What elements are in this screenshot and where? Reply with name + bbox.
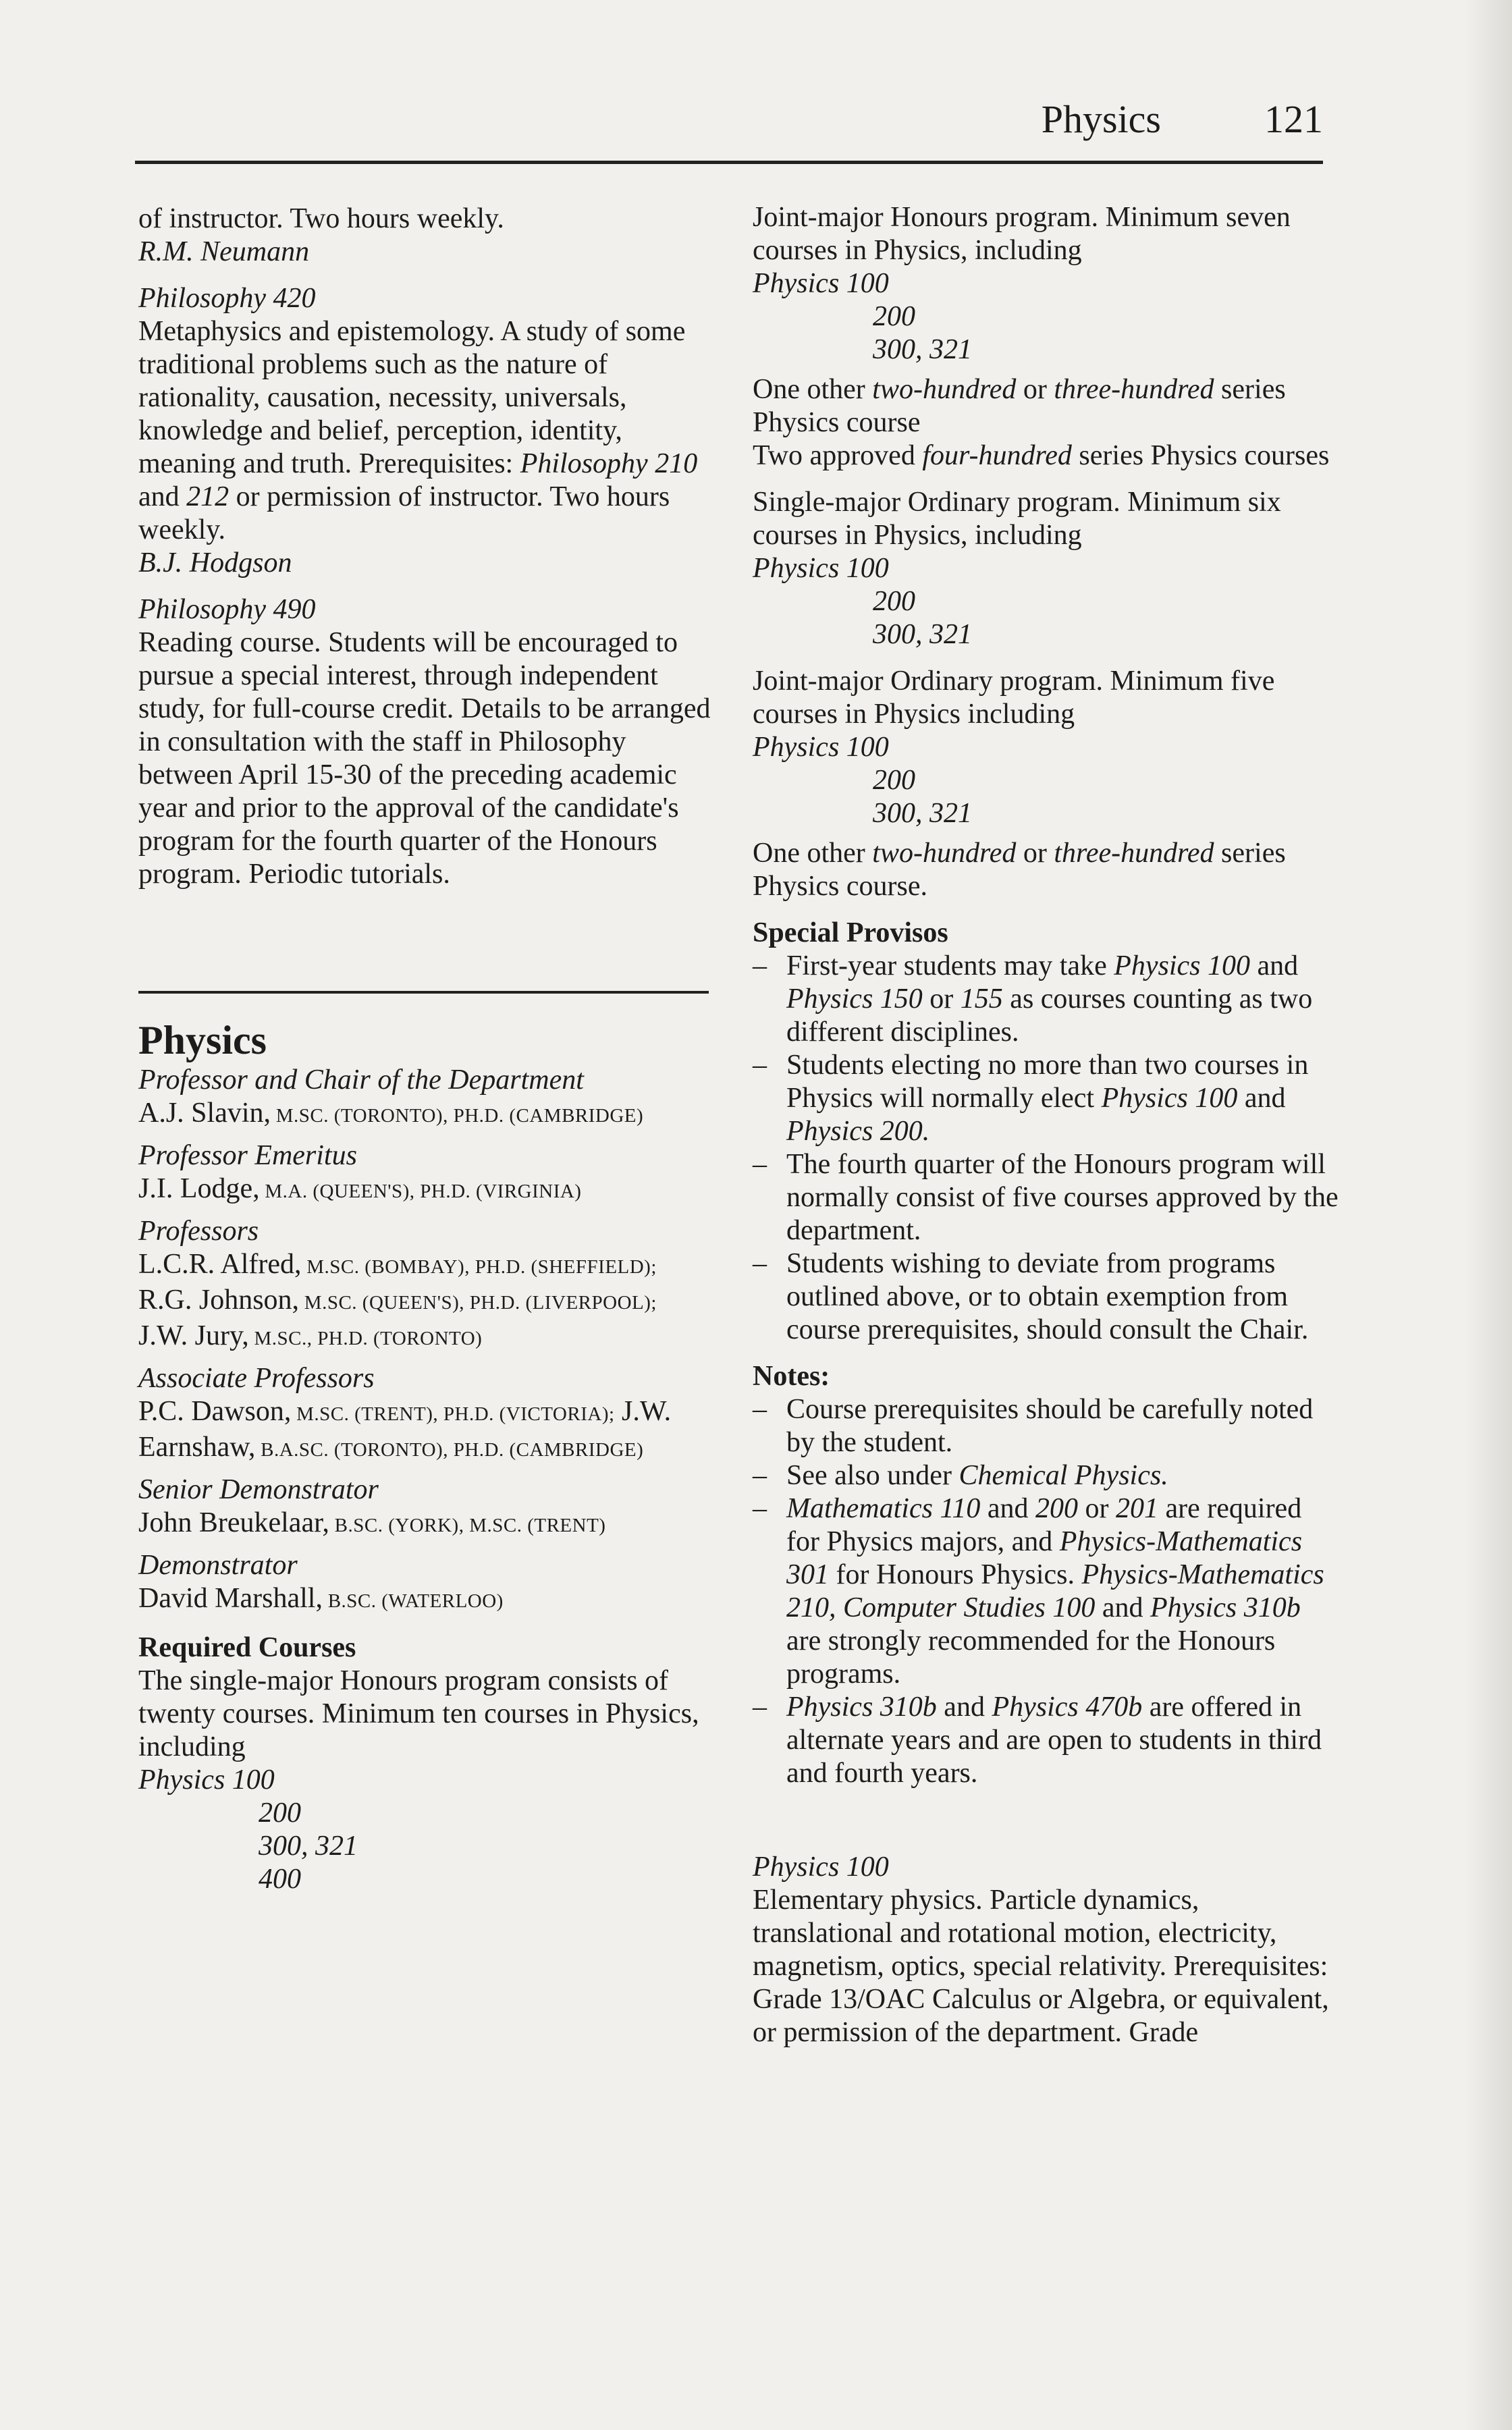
physics-100-title: Physics 100 [753,1852,889,1883]
philosophy-490-description: Reading course. Students will be encouraged to pursue a special interest, through independent study, for full-course credit. Details to be arranged in consultation with the staff in Philosophy between April 15-30 of the preceding academic year and prior to the approval of the candidate's program for the fourth quarter of the Honours program. Periodic tutorials. [138,627,711,890]
philosophy-420-author: B.J. Hodgson [138,547,292,578]
proviso-item: – The fourth quarter of the Honours program will normally consist of five courses approved by the department. [753,1149,1339,1246]
course-list-item: 300, 321 [873,798,972,829]
faculty-role: Professor and Chair of the Department [138,1064,584,1096]
page-number: 121 [1264,97,1323,141]
philosophy-420-title: Philosophy 420 [138,283,316,314]
faculty-entry: J.I. Lodge, M.A. (QUEEN'S), PH.D. (VIRGINIA) [138,1173,582,1204]
faculty-entry: A.J. Slavin, M.SC. (TORONTO), PH.D. (CAMBRIDGE) [138,1098,644,1129]
faculty-list [138,1064,712,1618]
intro-author: R.M. Neumann [138,236,310,267]
note-item: – Course prerequisites should be carefully noted by the student. [753,1394,1314,1458]
philosophy-420-description: Metaphysics and epistemology. A study of some traditional problems such as the nature of rationality, causation, necessity, universals, knowledge and belief, perception, identity, meaning and truth. Prerequisites: Philosophy 210 and 212 or permission of instructor. Two hours weekly. [138,316,698,545]
right-column [753,201,1340,2049]
special-provisos-heading: Special Provisos [753,917,948,948]
course-list-item: 300, 321 [873,334,972,365]
required-courses-heading: Required Courses [138,1632,356,1663]
notes-heading: Notes: [753,1361,830,1392]
joint-major-ordinary-text: Joint-major Ordinary program. Minimum five courses in Physics including [753,666,1275,730]
faculty-role: Professors [138,1216,259,1247]
note-item: – Physics 310b and Physics 470b are offered in alternate years and are open to students in third and fourth years. [753,1692,1322,1789]
header-section-title: Physics [1041,97,1161,141]
note-item: – Mathematics 110 and 200 or 201 are required for Physics majors, and Physics-Mathematics 301 for Honours Physics. Physics-Mathematics 210, Computer Studies 100 and Physics 310b are strongly recommended for the Honours programs. [753,1493,1324,1690]
proviso-item: – Students electing no more than two courses in Physics will normally elect Physics 100 and Physics 200. [753,1050,1309,1147]
course-list-item: Physics 100 [753,268,889,299]
left-column [138,202,712,1896]
joint-major-honours-other: One other two-hundred or three-hundred series Physics course [753,374,1286,438]
faculty-role: Professor Emeritus [138,1140,357,1171]
joint-major-honours-approved: Two approved four-hundred series Physics courses [753,440,1330,471]
faculty-entry: P.C. Dawson, M.SC. (TRENT), PH.D. (VICTORIA); J.W. Earnshaw, B.A.SC. (TORONTO), PH.D. (CAMBRIDGE) [138,1396,672,1463]
note-item: – See also under Chemical Physics. [753,1460,1168,1491]
faculty-entry: John Breukelaar, B.SC. (YORK), M.SC. (TRENT) [138,1507,606,1538]
course-list-item: 200 [873,765,915,796]
intro-text: of instructor. Two hours weekly. [138,203,504,234]
required-courses-text: The single-major Honours program consists of twenty courses. Minimum ten courses in Physics, including [138,1665,699,1762]
physics-100-description: Elementary physics. Particle dynamics, translational and rotational motion, electricity, magnetism, optics, special relativity. Prerequisites: Grade 13/OAC Calculus or Algebra, or equivalent, or permission of the department. Grade [753,1885,1329,2048]
course-list-item: 300, 321 [259,1831,358,1862]
joint-major-ordinary-other: One other two-hundred or three-hundred series Physics course. [753,838,1286,902]
faculty-entry: David Marshall, B.SC. (WATERLOO) [138,1583,504,1614]
faculty-role: Demonstrator [138,1550,298,1581]
course-list-item: 200 [259,1798,301,1829]
course-list-item: 200 [873,586,915,617]
department-title: Physics [138,1018,267,1062]
faculty-role: Senior Demonstrator [138,1474,379,1505]
course-list-item: Physics 100 [138,1764,275,1796]
page-edge-shadow [1465,0,1512,2430]
joint-major-honours-text: Joint-major Honours program. Minimum seven courses in Physics, including [753,202,1291,266]
philosophy-490-title: Philosophy 490 [138,594,316,625]
single-major-ordinary-text: Single-major Ordinary program. Minimum six courses in Physics, including [753,487,1281,551]
faculty-entry: L.C.R. Alfred, M.SC. (BOMBAY), PH.D. (SHEFFIELD); R.G. Johnson, M.SC. (QUEEN'S), PH.D. (LIVERPOOL); J.W. Jury, M.SC., PH.D. (TORONTO) [138,1249,657,1351]
course-list-item: 400 [259,1864,301,1895]
faculty-role: Associate Professors [138,1363,375,1394]
course-list-item: Physics 100 [753,732,889,763]
proviso-item: – First-year students may take Physics 100 and Physics 150 or 155 as courses counting as two different disciplines. [753,950,1313,1048]
course-list-item: Physics 100 [753,553,889,584]
proviso-item: – Students wishing to deviate from programs outlined above, or to obtain exemption from course prerequisites, should consult the Chair. [753,1248,1309,1345]
course-list-item: 300, 321 [873,619,972,650]
section-rule [138,991,709,994]
running-header [135,91,1323,153]
course-list-item: 200 [873,301,915,332]
header-rule [135,161,1323,164]
